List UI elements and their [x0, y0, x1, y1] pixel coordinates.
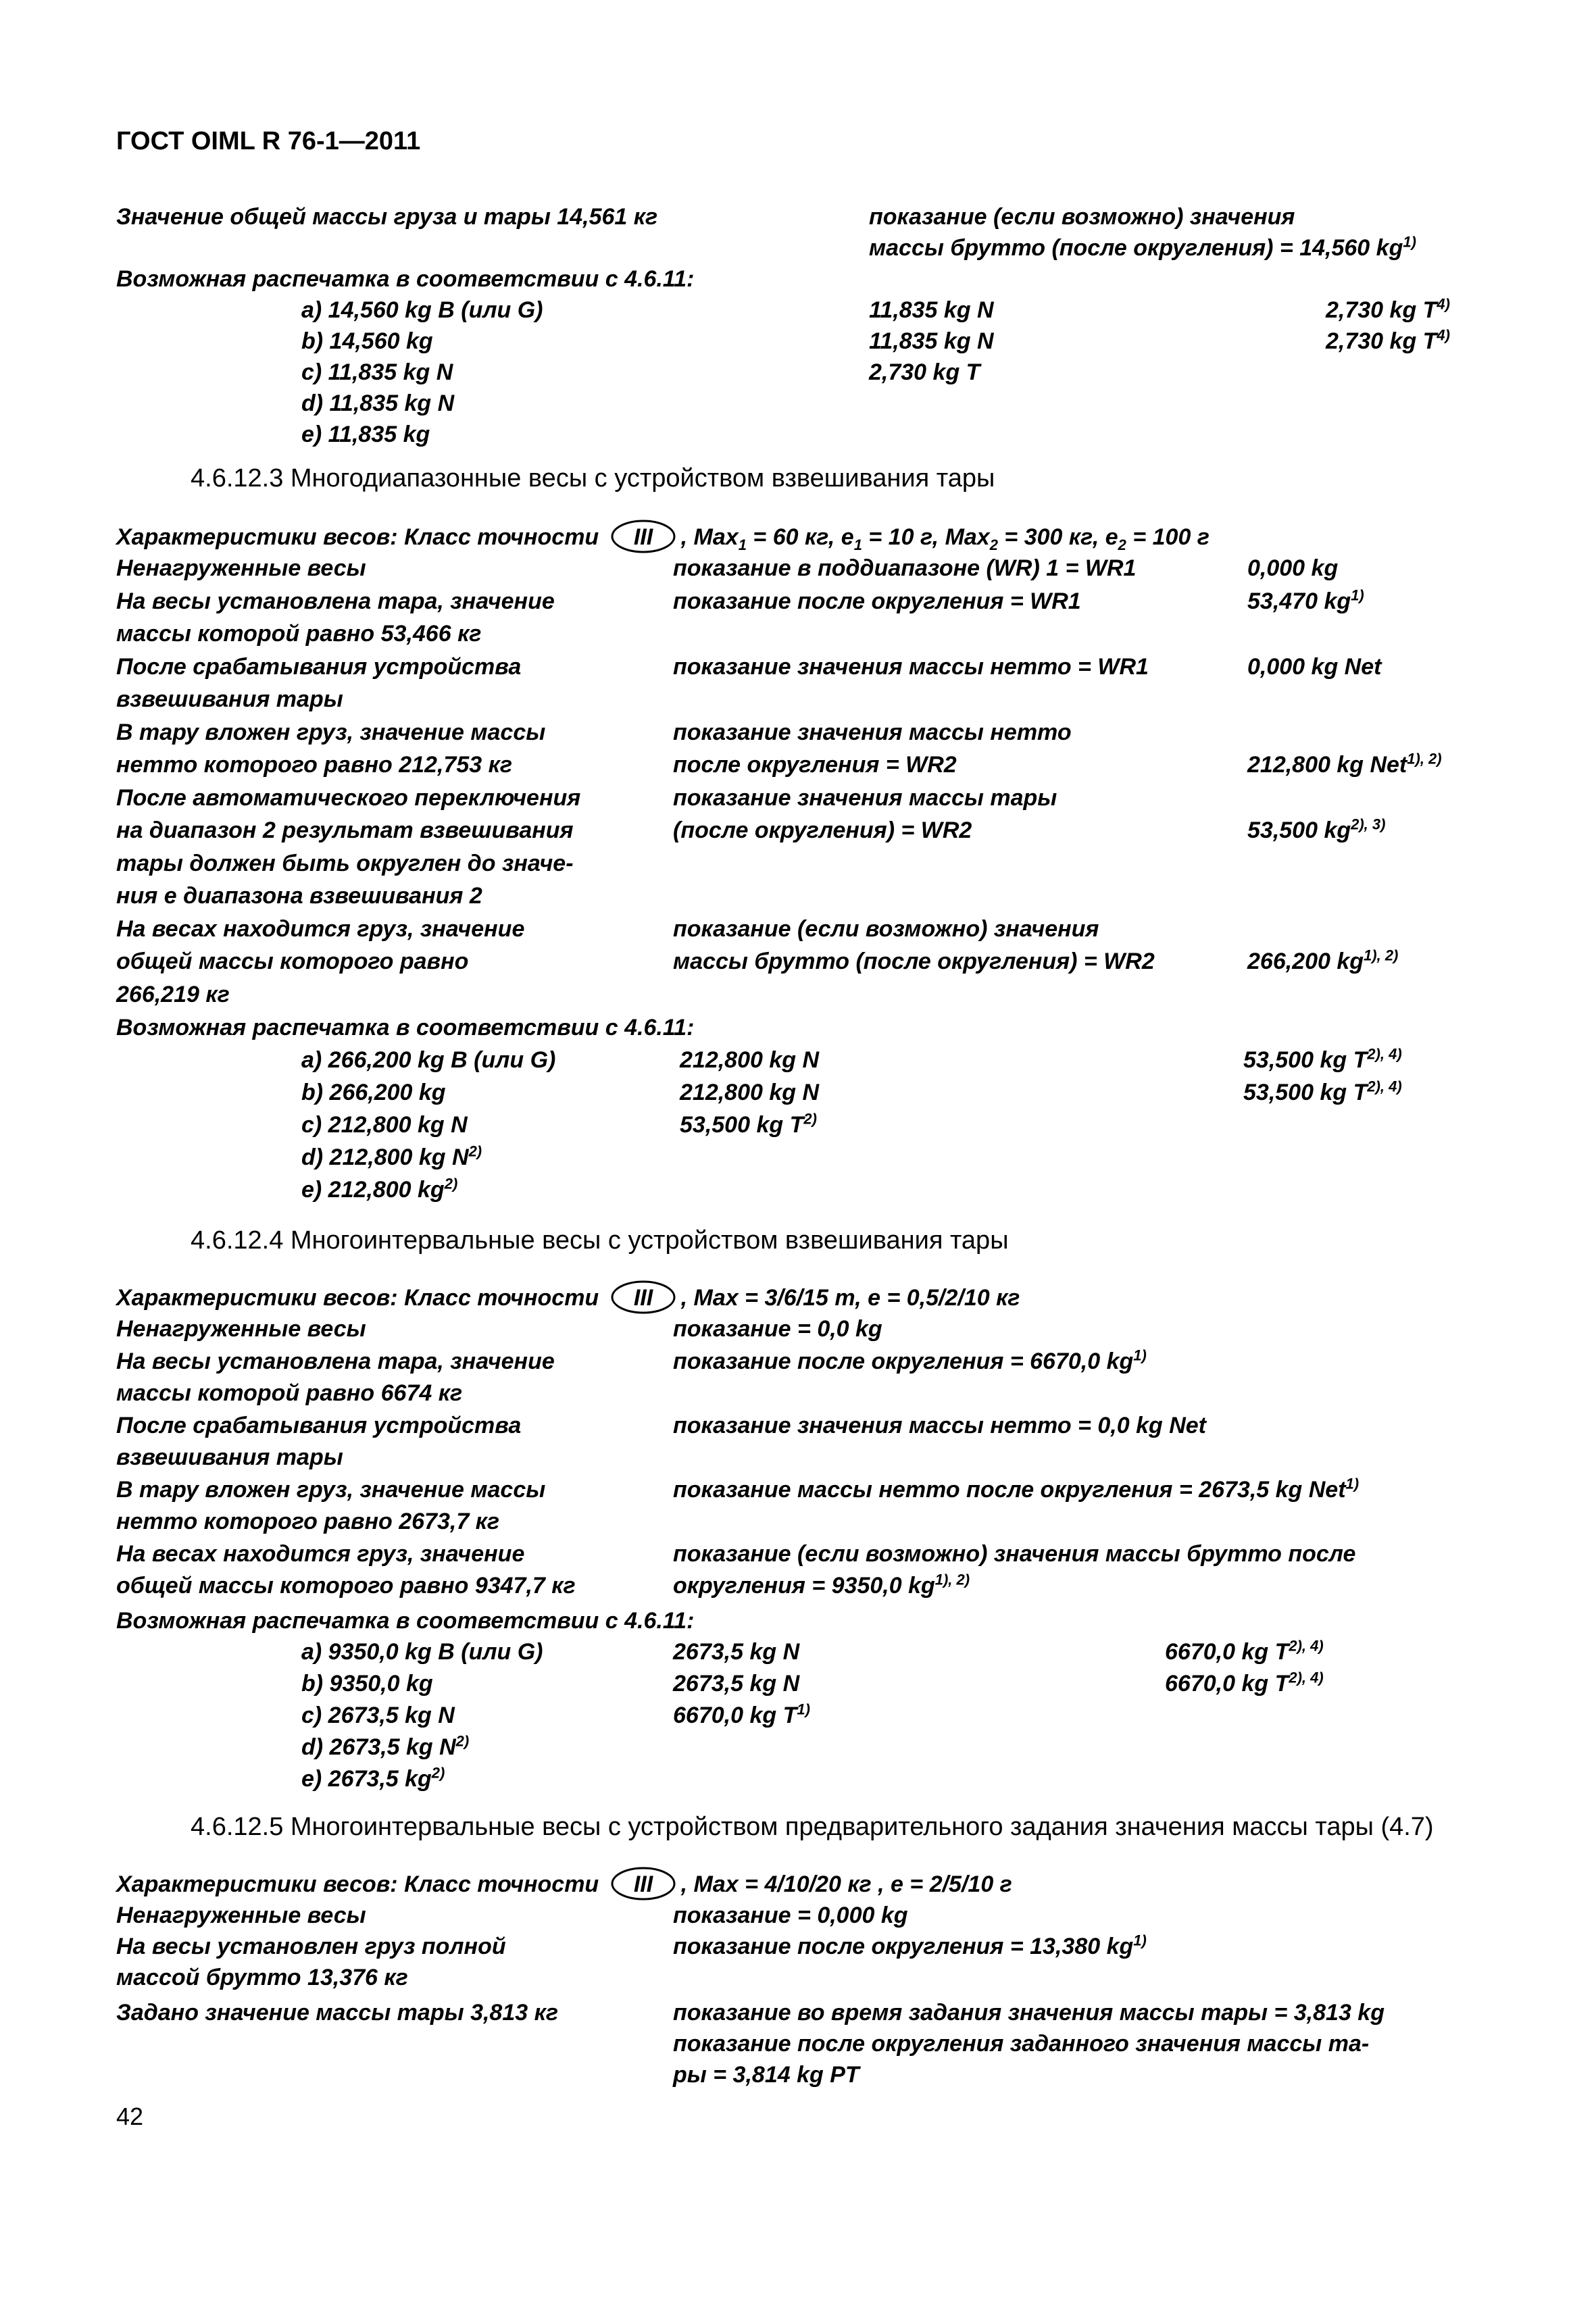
s2-print-net: 212,800 kg N: [680, 1047, 820, 1073]
s2-row-indication: массы брутто (после округления) = WR2: [673, 949, 1155, 974]
s3-characteristics: Характеристики весов: Класс точности III , Max = 3/6/15 т, e = 0,5/2/10 кг: [116, 1282, 1020, 1315]
s1-print-item: a) 14,560 kg B (или G): [301, 297, 543, 323]
s2-row-condition: нетто которого равно 212,753 кг: [116, 752, 512, 778]
s2-row-indication: показание значения массы нетто = WR1: [673, 654, 1149, 680]
s3-print-item: d) 2673,5 kg $N^{2)}$: [301, 1732, 470, 1760]
s3-row-condition: взвешивания тары: [116, 1444, 343, 1470]
s1-print-net: 11,835 kg N: [869, 328, 994, 354]
s2-row-condition: На весах находится груз, значение: [116, 916, 525, 942]
s3-print-tare: 6670,0 kg $T^{2), 4)}$: [1165, 1637, 1324, 1665]
s2-row-value: 53,470 $kg^{1)}$: [1247, 586, 1364, 614]
s2-row-value: 0,000 kg: [1247, 555, 1339, 581]
s3-row-indication: показание массы нетто после округления = 2673,5 kg Net$^{1)}$: [673, 1475, 1360, 1503]
s3-row-condition: Ненагруженные весы: [116, 1316, 366, 1342]
s2-row-value: 53,500 $kg^{2), 3)}$: [1247, 815, 1386, 843]
s2-row-indication: показание значения массы тары: [673, 785, 1057, 811]
page-number: 42: [116, 2103, 144, 2130]
s2-row-indication: показание (если возможно) значения: [673, 916, 1099, 942]
s2-row-condition: общей массы которого равно: [116, 949, 469, 974]
s1-print-tare: 2,730 kg $T^{4)}$: [1326, 295, 1450, 323]
s3-row-indication: показание (если возможно) значения массы брутто после: [673, 1541, 1356, 1567]
s2-row-indication: показание значения массы нетто: [673, 720, 1072, 745]
s4-row-condition: На весы установлен груз полной: [116, 1934, 506, 1959]
s3-row-condition: На весах находится груз, значение: [116, 1541, 525, 1567]
s2-row-indication: показание после округления = WR1: [673, 588, 1081, 614]
s4-row-condition: Ненагруженные весы: [116, 1903, 366, 1928]
s4-heading: 4.6.12.5 Многоинтервальные весы с устройством предварительного задания значения массы тары (4.7): [191, 1813, 1434, 1841]
s4-row-indication: ры = 3,814 kg PT: [673, 2062, 859, 2088]
s1-print-net: 2,730 kg T: [869, 359, 980, 385]
s2-row-condition: Ненагруженные весы: [116, 555, 366, 581]
s3-print-intro: Возможная распечатка в соответствии с 4.6.11:: [116, 1608, 695, 1634]
s2-row-value: 212,800 kg Net$^{1), 2)}$: [1247, 750, 1442, 778]
s1-print-item: b) 14,560 kg: [301, 328, 433, 354]
s3-row-condition: В тару вложен груз, значение массы: [116, 1477, 546, 1503]
s3-print-net: 2673,5 kg N: [673, 1671, 800, 1696]
accuracy-class-iii-icon: [609, 1279, 677, 1315]
s2-row-indication: (после округления) = WR2: [673, 818, 972, 843]
s3-row-indication: округления = 9350,0 $kg^{1), 2)}$: [673, 1571, 970, 1599]
s3-row-indication: показание = 0,0 kg: [673, 1316, 882, 1342]
s3-row-indication: показание значения массы нетто = 0,0 kg Net: [673, 1413, 1206, 1438]
s2-row-condition: После срабатывания устройства: [116, 654, 522, 680]
s2-print-item: a) 266,200 kg B (или G): [301, 1047, 556, 1073]
s4-row-indication: показание = 0,000 kg: [673, 1903, 908, 1928]
s2-row-condition: На весы установлена тара, значение: [116, 588, 555, 614]
s2-row-condition: ния e диапазона взвешивания 2: [116, 883, 482, 909]
s3-print-tare: 6670,0 kg $T^{2), 4)}$: [1165, 1669, 1324, 1696]
s2-row-condition: 266,219 кг: [116, 982, 230, 1007]
s2-print-intro: Возможная распечатка в соответствии с 4.6.11:: [116, 1015, 695, 1040]
document-header: ГОСТ OIML R 76-1—2011: [116, 127, 421, 155]
s4-row-indication: показание после округления заданного значения массы та-: [673, 2031, 1370, 2057]
s3-print-item: b) 9350,0 kg: [301, 1671, 433, 1696]
s3-heading: 4.6.12.4 Многоинтервальные весы с устройством взвешивания тары: [191, 1226, 1009, 1255]
s3-print-item: a) 9350,0 kg B (или G): [301, 1639, 543, 1665]
s4-characteristics: Характеристики весов: Класс точности III , Max = 4/10/20 кг , e = 2/5/10 г: [116, 1869, 1012, 1902]
s1-print-net: 11,835 kg N: [869, 297, 994, 323]
s3-row-condition: На весы установлена тара, значение: [116, 1349, 555, 1374]
s2-print-item: e) 212,800 $kg^{2)}$: [301, 1175, 458, 1203]
s1-print-item: e) 11,835 kg: [301, 422, 430, 447]
s3-print-net: 2673,5 kg N: [673, 1639, 800, 1665]
s2-row-condition: взвешивания тары: [116, 686, 343, 712]
s2-print-net: 212,800 kg N: [680, 1080, 820, 1105]
s2-row-value: 0,000 kg Net: [1247, 654, 1382, 680]
accuracy-class-iii-icon: [609, 1865, 677, 1902]
s1-print-tare: 2,730 kg $T^{4)}$: [1326, 326, 1450, 354]
s2-row-condition: После автоматического переключения: [116, 785, 581, 811]
s2-print-item: b) 266,200 kg: [301, 1080, 446, 1105]
s4-row-indication: показание после округления = 13,380 $kg^{1)}$: [673, 1932, 1147, 1959]
s2-row-value: 266,200 $kg^{1), 2)}$: [1247, 947, 1399, 974]
s3-print-net: 6670,0 kg $T^{1)}$: [673, 1701, 810, 1728]
s2-row-condition: массы которой равно 53,466 кг: [116, 621, 482, 647]
s3-row-condition: нетто которого равно 2673,7 кг: [116, 1509, 500, 1534]
s3-row-condition: общей массы которого равно 9347,7 кг: [116, 1573, 576, 1599]
s1-print-item: d) 11,835 kg N: [301, 391, 455, 416]
s1-gross-right-2: массы брутто (после округления) = 14,560 $kg^{1)}$: [869, 233, 1416, 261]
s3-row-condition: массы которой равно 6674 кг: [116, 1380, 463, 1406]
s1-gross-right-1: показание (если возможно) значения: [869, 204, 1295, 230]
s2-char-label: Характеристики весов: Класс точности: [116, 524, 599, 550]
s2-row-condition: на диапазон 2 результат взвешивания: [116, 818, 574, 843]
s2-print-net: 53,500 kg $T^{2)}$: [680, 1110, 817, 1138]
s2-print-tare: 53,500 kg $T^{2), 4)}$: [1243, 1045, 1402, 1073]
svg-text:III: III: [633, 1871, 653, 1898]
s4-row-condition: Задано значение массы тары 3,813 кг: [116, 2000, 558, 2026]
s4-row-indication: показание во время задания значения массы тары = 3,813 kg: [673, 2000, 1385, 2026]
s1-print-intro: Возможная распечатка в соответствии с 4.6.11:: [116, 266, 695, 292]
s3-row-condition: После срабатывания устройства: [116, 1413, 522, 1438]
s2-row-indication: после округления = WR2: [673, 752, 957, 778]
s2-heading: 4.6.12.3 Многодиапазонные весы с устройством взвешивания тары: [191, 464, 995, 493]
s2-print-item: d) 212,800 kg $N^{2)}$: [301, 1142, 482, 1170]
s2-row-condition: В тару вложен груз, значение массы: [116, 720, 546, 745]
svg-text:III: III: [633, 524, 653, 551]
s3-row-indication: показание после округления = 6670,0 $kg^{1)}$: [673, 1347, 1147, 1374]
s1-print-item: c) 11,835 kg N: [301, 359, 453, 385]
accuracy-class-iii-icon: [609, 518, 677, 555]
s2-print-tare: 53,500 kg $T^{2), 4)}$: [1243, 1078, 1402, 1105]
s3-print-item: e) 2673,5 $kg^{2)}$: [301, 1764, 445, 1792]
s1-gross-left: Значение общей массы груза и тары 14,561 кг: [116, 204, 658, 230]
s2-row-condition: тары должен быть округлен до значе-: [116, 851, 574, 876]
s2-characteristics: Характеристики весов: Класс точности III , Max$_1$ = 60 кг, $e_1 = 10$ г, Max$_2$ = 300 кг, $e_2 = 100$ г: [116, 522, 1210, 555]
s2-print-item: c) 212,800 kg N: [301, 1112, 468, 1138]
s4-row-condition: массой брутто 13,376 кг: [116, 1965, 408, 1990]
s3-print-item: c) 2673,5 kg N: [301, 1703, 455, 1728]
s2-row-indication: показание в поддиапазоне (WR) 1 = WR1: [673, 555, 1137, 581]
svg-text:III: III: [633, 1285, 653, 1311]
